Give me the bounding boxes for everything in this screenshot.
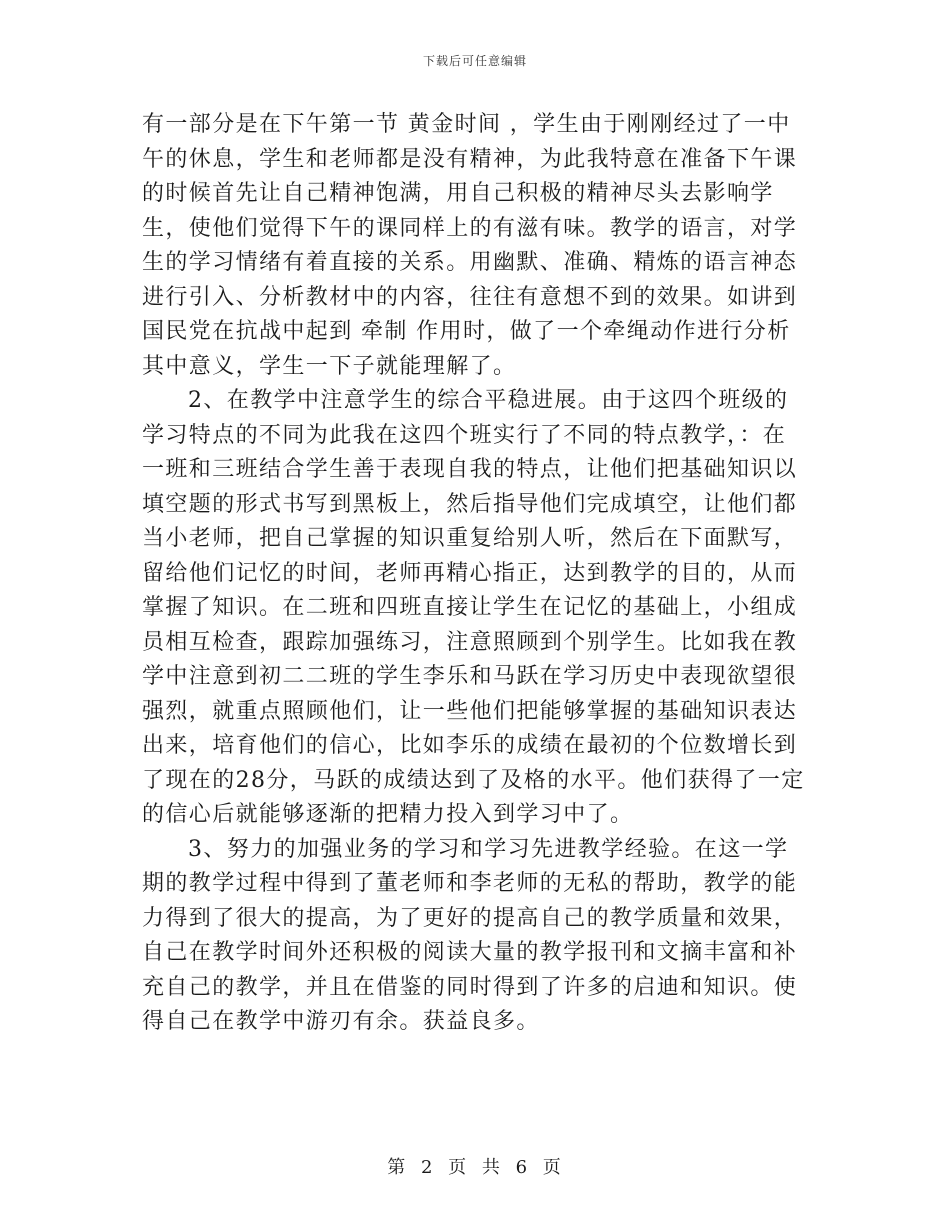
paragraph-point-3: 3、努力的加强业务的学习和学习先进教学经验。在这一学期的教学过程中得到了董老师和李老师的无私的帮助，教学的能力得到了很大的提高，为了更好的提高自己的教学质量和效果，自己在教学时间外还积极的阅读大量的教学报刊和文摘丰富和补充自己的教学，并且在借鉴的同时得到了许多的启迪和知识。使得自己在教学中游刃有余。获益良多。 [142, 836, 798, 1034]
footer-current-page: 2 [420, 1157, 435, 1178]
page-header: 下载后可任意编辑 [422, 54, 527, 68]
footer-page-word: 页 [448, 1157, 469, 1178]
footer-page-word-end: 页 [542, 1157, 563, 1178]
footer-prefix: 第 [387, 1157, 408, 1178]
paragraph-continuation: 有一部分是在下午第一节 黄金时间 ，学生由于刚刚经过了一中午的休息，学生和老师都是没有精神，为此我特意在准备下午课的时候首先让自己精神饱满，用自己积极的精神尽头去影响学生，使他们觉得下午的课同样上的有滋有味。教学的语言，对学生的学习情绪有着直接的关系。用幽默、准确、精炼的语言神态进行引入、分析教材中的内容，往往有意想不到的效果。如讲到国民党在抗战中起到 牵制 作用时，做了一个牵绳动作进行分析其中意义，学生一下子就能理解了。 [142, 112, 798, 379]
document-body [142, 108, 808, 1040]
footer-total-pages: 6 [515, 1157, 530, 1178]
page-footer [0, 1153, 950, 1179]
paragraph-point-2: 2、在教学中注意学生的综合平稳进展。由于这四个班级的学习特点的不同为此我在这四个班实行了不同的特点教学，：在一班和三班结合学生善于表现自我的特点，让他们把基础知识以填空题的形式书写到黑板上，然后指导他们完成填空，让他们都当小老师，把自己掌握的知识重复给别人听，然后在下面默写，留给他们记忆的时间，老师再精心指正，达到教学的目的，从而掌握了知识。在二班和四班直接让学生在记忆的基础上，小组成员相互检查，跟踪加强练习，注意照顾到个别学生。比如我在教学中注意到初二二班的学生李乐和马跃在学习历史中表现欲望很强烈，就重点照顾他们，让一些他们把能够掌握的基础知识表达出来，培育他们的信心，比如李乐的成绩在最初的个位数增长到了现在的28分，马跃的成绩达到了及格的水平。他们获得了一定的信心后就能够逐渐的把精力投入到学习中了。 [142, 388, 805, 827]
footer-total-word: 共 [481, 1157, 502, 1178]
